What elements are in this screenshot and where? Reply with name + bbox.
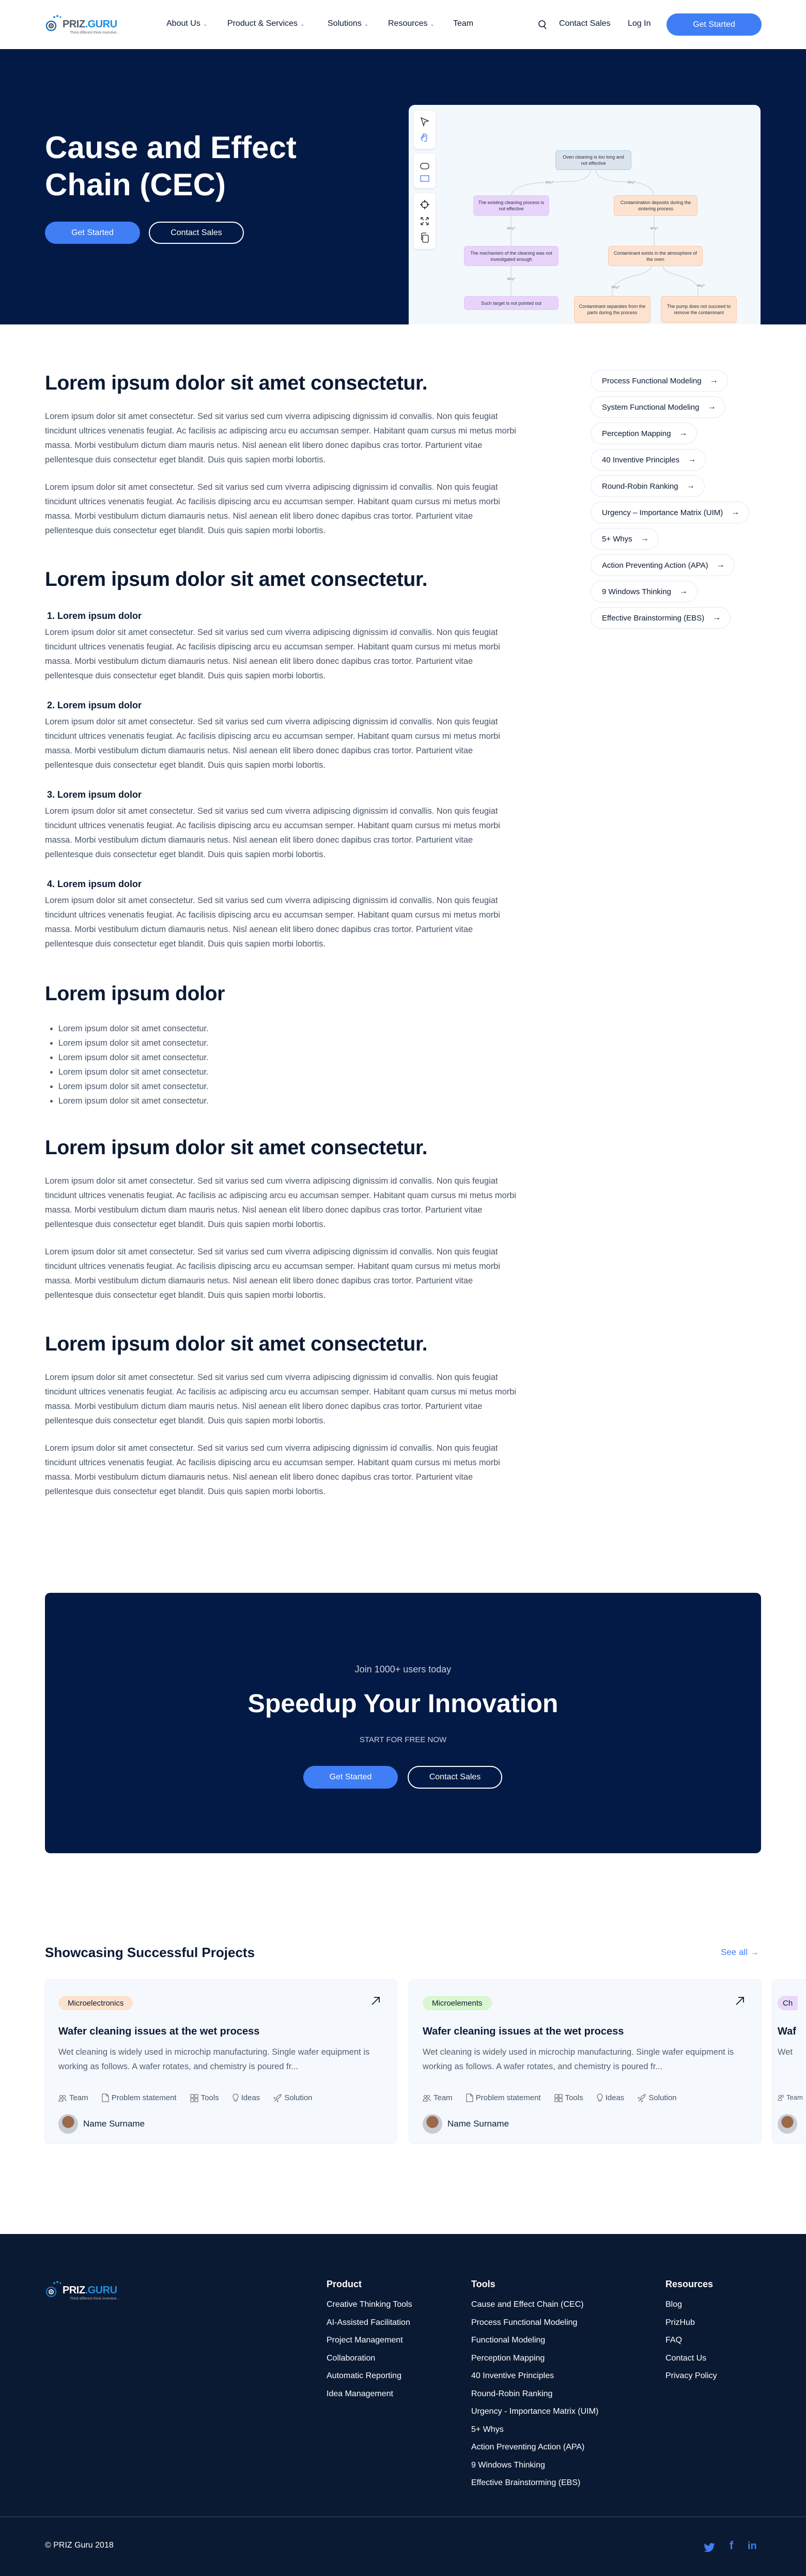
- diagram-node[interactable]: The existing cleaning process is not effective: [473, 195, 549, 216]
- arrow-right-icon: →: [686, 482, 695, 490]
- card-author: [778, 2114, 797, 2134]
- grid-icon: [190, 2094, 198, 2102]
- sidebar-link-perception-mapping[interactable]: [591, 423, 697, 444]
- item-text: Lorem ipsum dolor sit amet consectetur. Sed sit varius sed cum viverra adipiscing dignissim id convallis. Non quis feugiat tincidunt ultrices venenatis feugiat. Ac facilisis dipiscing arcu eu accumsan semper. Habitant quam cursus mi metus morbi massa. Morbi vestibulum dictum diamauris netus. Nisl aenean elit libero donec dapibus cras tortor. Parturient vitae pellentesque duis consectetur eget blandit. Duis quis sapien morbi lobortis.: [45, 896, 500, 949]
- paragraph: Lorem ipsum dolor sit amet consectetur. Sed sit varius sed cum viverra adipiscing dignissim id convallis. Non quis feugiat tincidunt ultrices venenatis feugiat. Ac facilisis dipiscing arcu eu accumsan semper. Habitant quam cursus mi metus morbi massa. Morbi vestibulum dictum diamauris netus. Nisl aenean elit libero donec dapibus cras tortor. Parturient vitae pellentesque duis consectetur eget blandit. Duis quis sapien morbi lobortis.: [45, 1247, 500, 1300]
- numbered-item: [45, 609, 518, 683]
- sidebar-link-uim[interactable]: [591, 502, 749, 523]
- card-description: Wet cleaning is widely used in microchip manufacturing. Single wafer equipment is working as follows. A wafer rotates, and chemistry is poured fr...: [58, 2047, 370, 2071]
- card-meta: [778, 2093, 803, 2101]
- chevron-down-icon: ⌄: [430, 22, 435, 27]
- paragraph: Lorem ipsum dolor sit amet consectetur. Sed sit varius sed cum viverra adipiscing dignissim id convallis. Non quis feugiat tincidunt ultrices venenatis feugiat. Ac facilisis dipiscing arcu eu accumsan semper. Habitant quam cursus mi metus morbi massa. Morbi vestibulum dictum diamauris netus. Nisl aenean elit libero donec dapibus cras tortor. Parturient vitae pellentesque duis consectetur eget blandit. Duis quis sapien morbi lobortis.: [45, 1444, 500, 1496]
- category-tag: Microelements: [423, 1996, 492, 2010]
- edge-label: Why?: [545, 181, 553, 184]
- footer-link[interactable]: Perception Mapping: [471, 2353, 545, 2363]
- card-author: [423, 2114, 509, 2134]
- card-author: [58, 2114, 145, 2134]
- link-label: 5+ Whys: [602, 534, 632, 544]
- link-label: Effective Brainstorming (EBS): [602, 613, 705, 623]
- card-meta: [423, 2093, 677, 2102]
- sidebar-link-ebs[interactable]: [591, 607, 731, 629]
- team-icon: [778, 2094, 785, 2101]
- section-heading: Lorem ipsum dolor sit amet consectetur.: [45, 1137, 428, 1159]
- project-card[interactable]: [44, 1979, 397, 2144]
- footer-link[interactable]: 5+ Whys: [471, 2425, 504, 2434]
- cta-title: Speedup Your Innovation: [247, 1689, 559, 1718]
- arrow-right-icon: →: [716, 561, 725, 569]
- document-icon: [466, 2093, 473, 2102]
- logo[interactable]: [45, 13, 138, 36]
- cta-subtitle: START FOR FREE NOW: [359, 1735, 447, 1744]
- footer-link[interactable]: Cause and Effect Chain (CEC): [471, 2300, 584, 2309]
- author-name: Name Surname: [83, 2119, 145, 2129]
- edge-label: Why?: [627, 181, 636, 184]
- arrow-right-icon: →: [679, 429, 688, 438]
- paragraph: Lorem ipsum dolor sit amet consectetur. Sed sit varius sed cum viverra adipiscing dignissim id convallis. Non quis feugiat tincidunt ultrices venenatis feugiat. Ac facilisis dipiscing arcu eu accumsan semper. Habitant quam cursus mi metus morbi massa. Morbi vestibulum dictum diamauris netus. Nisl aenean elit libero donec dapibus cras tortor. Parturient vitae pellentesque duis consectetur eget blandit. Duis quis sapien morbi lobortis.: [45, 483, 500, 535]
- link-label: 9 Windows Thinking: [602, 587, 671, 596]
- avatar: [778, 2114, 797, 2134]
- connector: [663, 266, 698, 296]
- nav-team[interactable]: Team: [453, 19, 474, 28]
- chevron-down-icon: ⌄: [203, 22, 208, 27]
- section-heading: Lorem ipsum dolor sit amet consectetur.: [45, 372, 428, 394]
- numbered-item: [45, 787, 518, 862]
- hero-get-started-button[interactable]: Get Started: [45, 222, 140, 244]
- content-section-2: [45, 567, 518, 951]
- external-arrow-icon[interactable]: [370, 1995, 381, 2007]
- diagram-node[interactable]: The mechanism of the cleaning was not investigated enough: [464, 246, 559, 266]
- arrow-right-icon: →: [679, 587, 688, 596]
- edge-label: Why?: [696, 285, 705, 288]
- footer-logo[interactable]: [45, 2279, 138, 2302]
- hero-title: Cause and Effect Chain (CEC): [45, 130, 297, 202]
- section-heading: Lorem ipsum dolor sit amet consectetur.: [45, 568, 428, 591]
- edge-label: Why?: [650, 227, 658, 230]
- connector: [612, 266, 652, 296]
- rocket-icon: [273, 2094, 282, 2102]
- sidebar-link-9-windows[interactable]: [591, 581, 698, 602]
- logo-name: PRIZ.GURU: [63, 19, 117, 30]
- logo-tagline: Think different think inventive...: [70, 31, 120, 35]
- item-title: 2. Lorem ipsum dolor: [47, 700, 142, 710]
- meta-problem: Problem statement: [466, 2093, 541, 2102]
- section-heading: Lorem ipsum dolor: [45, 983, 225, 1005]
- arrow-right-icon: →: [712, 613, 721, 622]
- footer-link[interactable]: 40 Inventive Principles: [471, 2371, 554, 2380]
- link-label: Process Functional Modeling: [602, 376, 702, 385]
- edge-label: Why?: [507, 227, 515, 230]
- numbered-item: [45, 698, 518, 772]
- cta-contact-sales-button[interactable]: Contact Sales: [408, 1766, 502, 1789]
- cta-get-started-button[interactable]: Get Started: [303, 1766, 398, 1789]
- diagram-node[interactable]: Contaminant exists in the atmosphere of the oven: [608, 246, 703, 266]
- link-label: System Functional Modeling: [602, 402, 700, 412]
- arrow-right-icon: →: [731, 508, 740, 517]
- footer-link[interactable]: Contact Us: [665, 2353, 707, 2363]
- nav-about-us[interactable]: About Us ⌄: [166, 19, 208, 28]
- category-tag: Ch: [778, 1996, 798, 2010]
- meta-solution: Solution: [273, 2093, 312, 2102]
- connector: [596, 170, 654, 195]
- related-tools-sidebar: [591, 370, 749, 633]
- nav-product-services[interactable]: Product & Services ⌄: [227, 19, 305, 28]
- nav-resources[interactable]: Resources ⌄: [388, 19, 435, 28]
- numbered-item: [45, 877, 518, 951]
- paragraph: Lorem ipsum dolor sit amet consectetur. Sed sit varius sed cum viverra adipiscing dignissim id convallis. Non quis feugiat tincidunt ultrices venenatis feugiat. Ac facilisis ac adipiscing arcu eu accumsan semper. Habitant quam cursus mi metus morbi massa. Morbi vestibulum dictum diam mauris netus. Nisl aenean elit libero donec dapibus cras tortor. Parturient vitae pellentesque duis consectetur eget blandit. Duis quis sapien morbi lobortis.: [45, 412, 516, 464]
- footer-column-tools: [471, 2279, 598, 2492]
- card-description: Wet cleaning is widely used in microchip manufacturing. Single wafer equipment is working as follows. A wafer rotates, and chemistry is poured fr...: [423, 2047, 734, 2071]
- edge-label: Why?: [507, 278, 515, 281]
- footer-link[interactable]: Project Management: [327, 2336, 403, 2345]
- item-title: 4. Lorem ipsum dolor: [47, 879, 142, 889]
- linkedin-icon[interactable]: in: [748, 2540, 757, 2552]
- footer-link[interactable]: Blog: [665, 2300, 683, 2309]
- meta-solution: Solution: [638, 2093, 676, 2102]
- content-section-4: [45, 1136, 518, 1302]
- sidebar-link-process-functional-modeling[interactable]: [591, 370, 728, 392]
- arrow-right-icon: →: [707, 402, 716, 411]
- meta-team: Team: [423, 2093, 453, 2102]
- logo-mark-icon: [45, 2280, 61, 2301]
- search-icon[interactable]: [538, 20, 547, 30]
- footer-heading: Tools: [471, 2279, 495, 2289]
- nav-login[interactable]: Log In: [628, 19, 651, 28]
- item-text: Lorem ipsum dolor sit amet consectetur. Sed sit varius sed cum viverra adipiscing dignissim id convallis. Non quis feugiat tincidunt ultrices venenatis feugiat. Ac facilisis dipiscing arcu eu accumsan semper. Habitant quam cursus mi metus morbi massa. Morbi vestibulum dictum diamauris netus. Nisl aenean elit libero donec dapibus cras tortor. Parturient vitae pellentesque duis consectetur eget blandit. Duis quis sapien morbi lobortis.: [45, 806, 500, 859]
- footer: [0, 2234, 806, 2576]
- link-label: Perception Mapping: [602, 429, 671, 438]
- footer-column-resources: [665, 2279, 717, 2385]
- hero: [0, 49, 806, 324]
- nav-solutions[interactable]: Solutions ⌄: [328, 19, 369, 28]
- section-heading: Lorem ipsum dolor sit amet consectetur.: [45, 1333, 428, 1355]
- footer-link[interactable]: Urgency - Importance Matrix (UIM): [471, 2407, 599, 2416]
- meta-ideas: Ideas: [597, 2093, 625, 2102]
- diagram-node[interactable]: Contamination deposits during the sintering process: [614, 195, 698, 216]
- list-item: • Lorem ipsum dolor sit amet consectetur.: [58, 1079, 518, 1094]
- nav-contact-sales[interactable]: Contact Sales: [559, 19, 611, 28]
- hero-contact-sales-button[interactable]: Contact Sales: [149, 222, 244, 244]
- sidebar-link-system-functional-modeling[interactable]: [591, 396, 725, 418]
- paragraph: Lorem ipsum dolor sit amet consectetur. Sed sit varius sed cum viverra adipiscing dignissim id convallis. Non quis feugiat tincidunt ultrices venenatis feugiat. Ac facilisis ac adipiscing arcu eu accumsan semper. Habitant quam cursus mi metus morbi massa. Morbi vestibulum dictum diam mauris netus. Nisl aenean elit libero donec dapibus cras tortor. Parturient vitae pellentesque duis consectetur eget blandit. Duis quis sapien morbi lobortis.: [45, 1176, 516, 1229]
- meta-tools: Tools: [190, 2093, 219, 2102]
- list-item: • Lorem ipsum dolor sit amet consectetur.: [58, 1065, 518, 1079]
- item-title: 3. Lorem ipsum dolor: [47, 789, 142, 800]
- document-icon: [102, 2093, 109, 2102]
- chevron-down-icon: ⌄: [364, 22, 369, 27]
- content-section-5: [45, 1332, 518, 1499]
- meta-tools: Tools: [554, 2093, 583, 2102]
- rocket-icon: [638, 2094, 646, 2102]
- arrow-right-icon: →: [709, 376, 718, 385]
- link-label: 40 Inventive Principles: [602, 455, 680, 464]
- cta-kicker: Join 1000+ users today: [354, 1664, 452, 1674]
- category-tag: Microelectronics: [58, 1996, 133, 2010]
- footer-link[interactable]: PrizHub: [665, 2318, 695, 2327]
- diagram-connectors: [409, 105, 761, 324]
- meta-team: Team: [58, 2093, 88, 2102]
- footer-heading: Resources: [665, 2279, 714, 2289]
- meta-ideas: Ideas: [233, 2093, 260, 2102]
- arrow-right-icon: →: [640, 534, 649, 543]
- sidebar-link-40-inventive-principles[interactable]: [591, 449, 706, 471]
- diagram-node-root[interactable]: Oven cleaning is too long and not effective: [555, 150, 631, 170]
- list-item: • Lorem ipsum dolor sit amet consectetur.: [58, 1094, 518, 1108]
- projects-heading: Showcasing Successful Projects: [45, 1945, 255, 1960]
- bullet-list: [45, 1021, 518, 1108]
- link-label: Urgency – Importance Matrix (UIM): [602, 508, 723, 517]
- item-title: 1. Lorem ipsum dolor: [47, 611, 142, 621]
- list-item: • Lorem ipsum dolor sit amet consectetur.: [58, 1050, 518, 1065]
- lightbulb-icon: [597, 2093, 603, 2102]
- item-text: Lorem ipsum dolor sit amet consectetur. Sed sit varius sed cum viverra adipiscing dignissim id convallis. Non quis feugiat tincidunt ultrices venenatis feugiat. Ac facilisis dipiscing arcu eu accumsan semper. Habitant quam cursus mi metus morbi massa. Morbi vestibulum dictum diamauris netus. Nisl aenean elit libero donec dapibus cras tortor. Parturient vitae pellentesque duis consectetur eget blandit. Duis quis sapien morbi lobortis.: [45, 717, 500, 770]
- project-card[interactable]: [409, 1979, 762, 2144]
- footer-link[interactable]: Round-Robin Ranking: [471, 2389, 553, 2398]
- logo-tagline: Think different think inventive...: [70, 2297, 120, 2301]
- team-icon: [58, 2094, 67, 2102]
- nav-get-started-button[interactable]: Get Started: [667, 13, 762, 36]
- author-name: Name Surname: [447, 2119, 509, 2129]
- team-icon: [423, 2094, 431, 2102]
- arrow-right-icon: →: [688, 455, 696, 464]
- logo-mark-icon: [45, 14, 61, 35]
- project-card[interactable]: [772, 1979, 806, 2144]
- footer-link[interactable]: Effective Brainstorming (EBS): [471, 2478, 581, 2487]
- sidebar-link-round-robin-ranking[interactable]: [591, 475, 705, 497]
- copyright: © PRIZ Guru 2018: [45, 2541, 114, 2550]
- external-arrow-icon[interactable]: [734, 1995, 746, 2007]
- list-item: • Lorem ipsum dolor sit amet consectetur.: [58, 1021, 518, 1036]
- footer-link[interactable]: Collaboration: [327, 2353, 376, 2363]
- cta-banner: [45, 1593, 761, 1853]
- sidebar-link-5-whys[interactable]: [591, 528, 659, 550]
- list-item: • Lorem ipsum dolor sit amet consectetur.: [58, 1036, 518, 1050]
- see-all-link[interactable]: See all →: [721, 1947, 759, 1957]
- diagram-node[interactable]: Contaminant separates from the parts during the process: [574, 296, 650, 323]
- footer-link[interactable]: 9 Windows Thinking: [471, 2460, 545, 2470]
- edge-label: Why?: [611, 286, 619, 289]
- footer-link[interactable]: Privacy Policy: [665, 2371, 717, 2380]
- footer-heading: Product: [327, 2279, 362, 2289]
- paragraph: Lorem ipsum dolor sit amet consectetur. Sed sit varius sed cum viverra adipiscing dignissim id convallis. Non quis feugiat tincidunt ultrices venenatis feugiat. Ac facilisis ac adipiscing arcu eu accumsan semper. Habitant quam cursus mi metus morbi massa. Morbi vestibulum dictum diam mauris netus. Nisl aenean elit libero donec dapibus cras tortor. Parturient vitae pellentesque duis consectetur eget blandit. Duis quis sapien morbi lobortis.: [45, 1373, 516, 1425]
- card-meta: [58, 2093, 313, 2102]
- content-section-1: [45, 371, 518, 538]
- twitter-icon[interactable]: [704, 2543, 715, 2552]
- footer-link[interactable]: AI-Assisted Facilitation: [327, 2318, 410, 2327]
- card-description: Wet: [778, 2047, 793, 2057]
- sidebar-link-apa[interactable]: [591, 554, 735, 576]
- cec-diagram-preview: [409, 105, 761, 324]
- avatar: [58, 2114, 78, 2134]
- meta-team: Team: [778, 2093, 803, 2101]
- grid-icon: [554, 2094, 563, 2102]
- footer-link[interactable]: Creative Thinking Tools: [327, 2300, 412, 2309]
- link-label: Action Preventing Action (APA): [602, 561, 708, 570]
- footer-link[interactable]: Process Functional Modeling: [471, 2318, 578, 2327]
- lightbulb-icon: [233, 2093, 239, 2102]
- link-label: Round-Robin Ranking: [602, 482, 678, 491]
- meta-problem: Problem statement: [102, 2093, 177, 2102]
- logo-name: PRIZ.GURU: [63, 2285, 117, 2296]
- footer-link[interactable]: Functional Modeling: [471, 2336, 546, 2345]
- top-nav: [0, 0, 806, 49]
- footer-link[interactable]: Automatic Reporting: [327, 2371, 401, 2380]
- footer-link[interactable]: Action Preventing Action (APA): [471, 2443, 585, 2451]
- diagram-node[interactable]: Such target is not pointed out: [464, 296, 559, 310]
- card-title: Wafer cleaning issues at the wet process: [58, 2026, 260, 2037]
- footer-column-product: [327, 2279, 412, 2403]
- chevron-down-icon: ⌄: [300, 22, 305, 27]
- facebook-icon[interactable]: f: [730, 2539, 734, 2552]
- footer-link[interactable]: Idea Management: [327, 2389, 393, 2398]
- diagram-node[interactable]: The pump does not succeed to remove the contaminant: [661, 296, 737, 323]
- avatar: [423, 2114, 442, 2134]
- card-title: Wafer cleaning issues at the wet process: [423, 2026, 624, 2037]
- card-title: Waf: [778, 2026, 796, 2037]
- content-section-3: [45, 982, 518, 1108]
- footer-link[interactable]: FAQ: [665, 2336, 683, 2345]
- item-text: Lorem ipsum dolor sit amet consectetur. Sed sit varius sed cum viverra adipiscing dignissim id convallis. Non quis feugiat tincidunt ultrices venenatis feugiat. Ac facilisis dipiscing arcu eu accumsan semper. Habitant quam cursus mi metus morbi massa. Morbi vestibulum dictum diamauris netus. Nisl aenean elit libero donec dapibus cras tortor. Parturient vitae pellentesque duis consectetur eget blandit. Duis quis sapien morbi lobortis.: [45, 628, 500, 680]
